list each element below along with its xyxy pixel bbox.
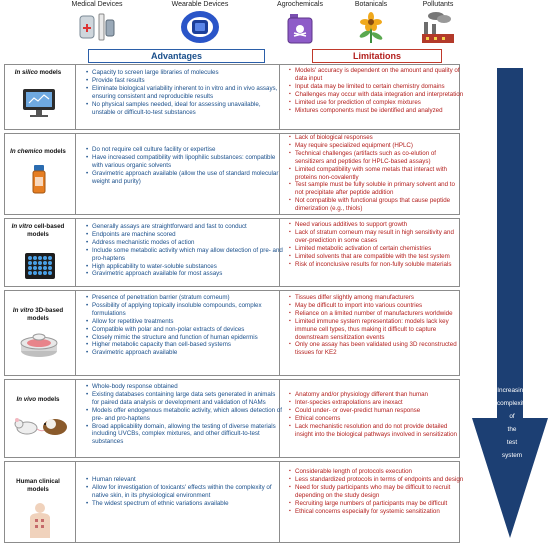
advantage-item: • Gravimetric approach available (allow the use of standard molecular weight and purity) [92, 170, 284, 186]
limitation-item: ▪ Anatomy and/or physiology different than human [295, 391, 465, 399]
model-row-in-silico [4, 64, 464, 130]
advantage-item: • Higher metabolic capacity than cell-based systems [92, 341, 284, 349]
top-icon-label: Wearable Devices [171, 1, 229, 8]
arrow-label-line: complexity [496, 400, 528, 407]
top-icon-label: Pollutants [422, 1, 454, 8]
limitation-item: ▪ Considerable length of protocols execution [295, 468, 465, 476]
advantage-item: • Allow for investigation of toxicants' effects within the complexity of native skin, in its physiological environment [92, 484, 284, 500]
limitation-item: ▪ Challenges may occur with data integration and interpretation [295, 91, 465, 99]
arrow-label-line: Increasing [497, 387, 527, 394]
limitation-item: ▪ Mixtures components must be identified and analyzed [295, 107, 465, 115]
limitations-list [288, 134, 465, 213]
advantages-list [85, 146, 284, 186]
model-row-in-vitro-cell-based [4, 218, 460, 287]
model-row-in-vitro-3d-based [4, 290, 460, 376]
top-icon-label: Botanicals [354, 1, 388, 8]
limitation-item: ▪ Recruiting large numbers of participants may be difficult [295, 500, 465, 508]
pollutants-icon [418, 10, 458, 44]
advantages-header-label: Advantages [150, 51, 203, 61]
advantage-item: • Gravimetric approach available for most assays [92, 270, 284, 278]
advantage-item: • Broad applicability domain, allowing the testing of diverse materials including UVCBs, complex mixtures, and other difficult-to-test substances [92, 423, 284, 447]
limitation-item: ▪ Limited immune system representation: models lack key immune cell types, thus making it difficult to capture downstream sensitization events [295, 318, 465, 342]
limitation-item: ▪ Inter-species extrapolations are inexact [295, 399, 465, 407]
advantages-list [85, 223, 284, 278]
top-icon-label: Medical Devices [71, 1, 123, 8]
advantage-item: • Generally assays are straightforward and fast to conduct [92, 223, 284, 231]
limitation-item: ▪ Need various additives to support growth [295, 221, 465, 229]
advantage-item: • Eliminate biological variability inherent to in vitro and in vivo assays, ensuring consistent and reproducible results [92, 85, 284, 101]
limitation-item: ▪ Test sample must be fully soluble in primary solvent and to not precipitate after peptide addition [295, 181, 465, 197]
human-back-icon [27, 502, 53, 538]
wearable-devices-icon [180, 10, 220, 44]
advantages-header [88, 49, 265, 63]
model-name: In vivo models [16, 396, 60, 403]
limitation-item: ▪ Technical challenges (artifacts such as co-elution of sensitizers and peptides for HPLC-based assays) [295, 150, 465, 166]
arrow-label-line: system [501, 452, 523, 459]
limitation-item: ▪ Need for study participants who may be difficult to recruit depending on the study design [295, 484, 465, 500]
advantage-item: • High applicability to water-soluble substances [92, 263, 284, 271]
top-icon-pollutants [400, 0, 476, 44]
limitation-item: ▪ Only one assay has been validated using 3D reconstructed tissues for KE2 [295, 341, 465, 357]
limitation-item: ▪ Lack of stratum corneum may result in high sensitivity and over-prediction in some cases [295, 229, 465, 245]
top-icon-wearable-devices [162, 0, 238, 44]
model-row-human-clinical [4, 461, 464, 543]
advantages-list [85, 476, 284, 508]
arrow-label-line: test [506, 439, 518, 446]
complexity-arrow [470, 68, 550, 540]
top-icon-label: Agrochemicals [277, 1, 323, 8]
model-row-in-vivo [4, 379, 460, 458]
advantage-item: • The widest spectrum of ethnic variations available [92, 500, 284, 508]
limitation-item: ▪ May be difficult to import into various countries [295, 302, 465, 310]
advantages-list [85, 69, 284, 116]
limitation-item: ▪ Not compatible with functional groups that cause peptide dimerization (e.g., thiols) [295, 197, 465, 213]
limitation-item: ▪ Limited compatibility with some metals that interact with proteins non-covalently [295, 166, 465, 182]
top-icon-medical-devices [59, 0, 135, 44]
arrow-label-line: the [507, 426, 517, 433]
petri-dish-icon [19, 329, 59, 359]
advantage-item: • No physical samples needed, ideal for assessing unavailable, unstable or difficult-to-test substances [92, 101, 284, 117]
model-name: In vitro cell-based models [11, 223, 65, 238]
advantage-item: • Closely mimic the structure and function of human epidermis [92, 334, 284, 342]
limitation-item: ▪ Lack mechanistic resolution and do not provide detailed insight into the biological pathways involved in sensitization [295, 423, 465, 439]
advantage-item: • Allow for repetitive treatments [92, 318, 284, 326]
limitation-item: ▪ Reliance on a limited number of manufacturers worldwide [295, 310, 465, 318]
model-name: In silico models [14, 69, 62, 76]
model-row-in-chemico [4, 133, 460, 215]
arrow-label [478, 384, 546, 462]
advantage-item: • Possibility of applying topically insoluble compounds, complex formulations [92, 302, 284, 318]
advantage-item: • Capacity to screen large libraries of molecules [92, 69, 284, 77]
agrochemicals-icon [280, 10, 320, 44]
limitation-item: ▪ Limited solvents that are compatible with the test system [295, 253, 465, 261]
model-name: Human clinical models [16, 478, 60, 493]
limitations-list [288, 294, 465, 357]
limitations-list [288, 67, 465, 114]
advantage-item: • Models offer endogenous metabolic activity, which allows detection of pre- and pro-haptens [92, 407, 284, 423]
limitation-item: ▪ Ethical concerns especially for systemic sensitization [295, 508, 465, 516]
limitation-item: ▪ Less standardized protocols in terms of endpoints and design [295, 476, 465, 484]
limitation-item: ▪ Could under- or over-predict human response [295, 407, 465, 415]
advantage-item: • Endpoints are machine scored [92, 231, 284, 239]
medical-devices-icon [77, 10, 117, 44]
advantages-list [85, 294, 284, 357]
limitation-item: ▪ Input data may be limited to certain chemistry domains [295, 83, 465, 91]
advantage-item: • Provide fast results [92, 77, 284, 85]
model-name: In vitro 3D-based models [12, 307, 64, 322]
advantage-item: • Presence of penetration barrier (stratum corneum) [92, 294, 284, 302]
advantage-item: • Do not require cell culture facility or expertise [92, 146, 284, 154]
computer-icon [21, 87, 57, 119]
limitations-list [288, 468, 465, 515]
limitation-item: ▪ Lack of biological responses [295, 134, 465, 142]
rodents-icon [13, 412, 69, 438]
limitation-item: ▪ Risk of inconclusive results for non-fully soluble materials [295, 261, 465, 269]
limitation-item: ▪ Tissues differ slightly among manufacturers [295, 294, 465, 302]
advantage-item: • Include some metabolic activity which may allow detection of pre- and pro-haptens [92, 247, 284, 263]
advantage-item: • Whole-body response obtained [92, 383, 284, 391]
advantage-item: • Address mechanistic modes of action [92, 239, 284, 247]
limitations-list [288, 391, 465, 438]
vial-icon [31, 164, 47, 194]
limitations-list [288, 221, 465, 268]
limitations-header [312, 49, 442, 63]
advantage-item: • Have increased compatibility with lipophilic substances: compatible with various organic solvents [92, 154, 284, 170]
advantages-list [85, 383, 284, 446]
top-icon-agrochemicals [262, 0, 338, 44]
model-name: In chemico models [10, 148, 66, 155]
advantage-item: • Existing databases containing large data sets generated in animals for paired data analysis or development and validation of NAMs [92, 391, 284, 407]
advantage-item: • Compatible with polar and non-polar extracts of devices [92, 326, 284, 334]
advantage-item: • Gravimetric approach available [92, 349, 284, 357]
limitation-item: ▪ Limited metabolic activation of certain chemistries [295, 245, 465, 253]
limitation-item: ▪ Models' accuracy is dependent on the amount and quality of data input [295, 67, 465, 83]
limitation-item: ▪ May require specialized equipment (HPLC) [295, 142, 465, 150]
advantage-item: • Human relevant [92, 476, 284, 484]
limitation-item: ▪ Limited use for prediction of complex mixtures [295, 99, 465, 107]
limitations-header-label: Limitations [352, 51, 401, 61]
arrow-label-line: of [509, 413, 515, 420]
limitation-item: ▪ Ethical concerns [295, 415, 465, 423]
top-icon-botanicals [333, 0, 409, 44]
botanicals-icon [351, 10, 391, 44]
well-plate-icon [25, 253, 55, 279]
